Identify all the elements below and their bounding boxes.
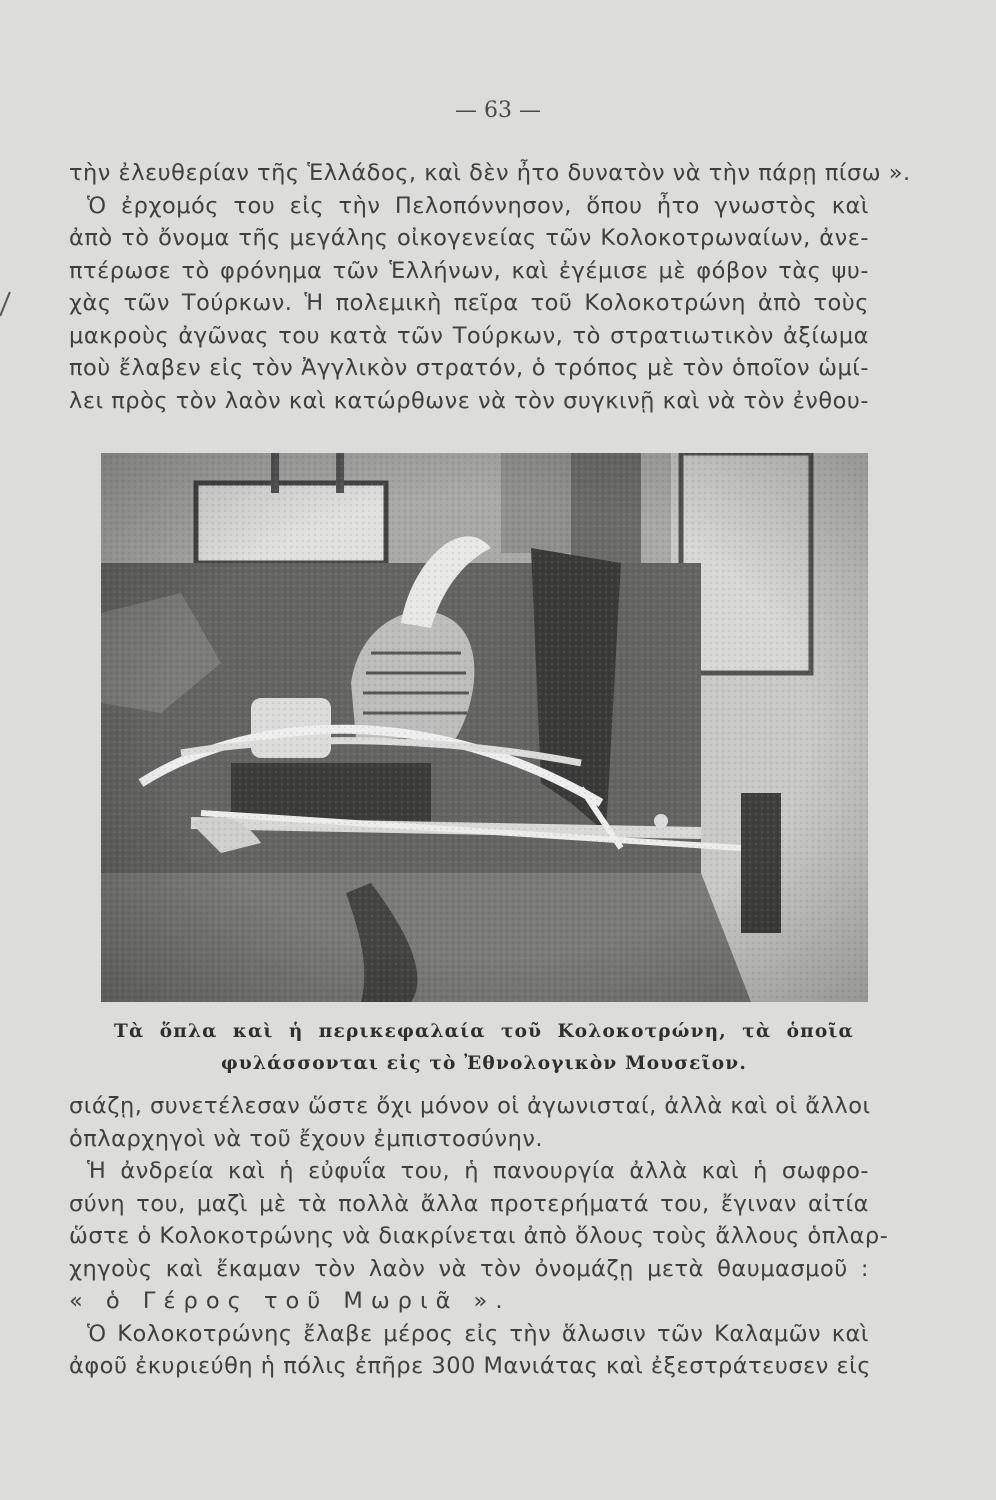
paragraph-bottom [69, 1090, 889, 1383]
text-line: μακροὺς ἀγῶνας του κατὰ τῶν Τούρκων, τὸ στρατιωτικὸν ἀξίωμα [69, 322, 869, 349]
figure-caption-line-2: φυλάσσονται εἰς τὸ Ἐθνολογικὸν Μουσεῖον. [220, 1053, 747, 1074]
text-line: χηγοὺς καὶ ἔκαμαν τὸν λαὸν νὰ τὸν ὀνομάζῃ μετὰ θαυμασμοῦ : [69, 1255, 869, 1282]
text-line: τὴν ἐλευθερίαν τῆς Ἑλλάδος, καὶ δὲν ἦτο δυνατὸν νὰ τὴν πάρῃ πίσω ». [69, 160, 911, 186]
museum-photograph [101, 453, 868, 1002]
text-line: ἀπὸ τὸ ὄνομα τῆς μεγάλης οἰκογενείας τῶν Κολοκοτρωναίων, ἀνε- [69, 225, 869, 251]
text-line: Ὁ ἐρχομός του εἰς τὴν Πελοπόννησον, ὅπου ἦτο γνωστὸς καὶ [87, 192, 869, 219]
text-line: σιάζῃ, συνετέλεσαν ὥστε ὄχι μόνον οἱ ἀγωνισταί, ἀλλὰ καὶ οἱ ἄλλοι [69, 1093, 871, 1119]
text-line: λει πρὸς τὸν λαὸν καὶ κατώρθωνε νὰ τὸν συγκινῇ καὶ νὰ τὸν ἐνθου- [69, 387, 869, 414]
text-line: ἀφοῦ ἐκυριεύθη ἡ πόλις ἐπῆρε 300 Μανιάτας καὶ ἐξεστράτευσεν εἰς [69, 1353, 871, 1379]
text-line: ὥστε ὁ Κολοκοτρώνης νὰ διακρίνεται ἀπὸ ὅλους τοὺς ἄλλους ὁπλαρ- [69, 1223, 889, 1249]
text-line: Ὁ Κολοκοτρώνης ἔλαβε μέρος εἰς τὴν ἅλωσιν τῶν Καλαμῶν καὶ [87, 1320, 869, 1347]
weapons-and-helmet-photo [101, 453, 868, 1002]
text-line: Ἡ ἀνδρεία καὶ ἡ εὐφυΐα του, ἡ πανουργία ἀλλὰ καὶ ἡ σωφρο- [87, 1158, 869, 1184]
text-line: « ὁ Γέρος τοῦ Μωριᾶ ». [69, 1288, 511, 1314]
figure-caption-line-1: Τὰ ὅπλα καὶ ἡ περικεφαλαία τοῦ Κολοκοτρώνη, τὰ ὁποῖα [114, 1021, 854, 1042]
page-number: — 63 — [455, 98, 541, 123]
margin-pencil-mark [0, 292, 11, 317]
text-line: ὁπλαρχηγοὶ νὰ τοῦ ἔχουν ἐμπιστοσύνην. [69, 1125, 544, 1152]
text-line: σύνη του, μαζὶ μὲ τὰ πολλὰ ἄλλα προτερήματά του, ἔγιναν αἰτία [69, 1190, 869, 1217]
paragraph-top [69, 157, 911, 417]
text-line: πτέρωσε τὸ φρόνημα τῶν Ἑλλήνων, καὶ ἐγέμισε μὲ φόβον τὰς ψυ- [69, 257, 869, 284]
text-line: χὰς τῶν Τούρκων. Ἡ πολεμικὴ πεῖρα τοῦ Κολοκοτρώνη ἀπὸ τοὺς [69, 290, 869, 316]
text-line: ποὺ ἔλαβεν εἰς τὸν Ἀγγλικὸν στρατόν, ὁ τρόπος μὲ τὸν ὁποῖον ὡμί- [69, 355, 869, 381]
